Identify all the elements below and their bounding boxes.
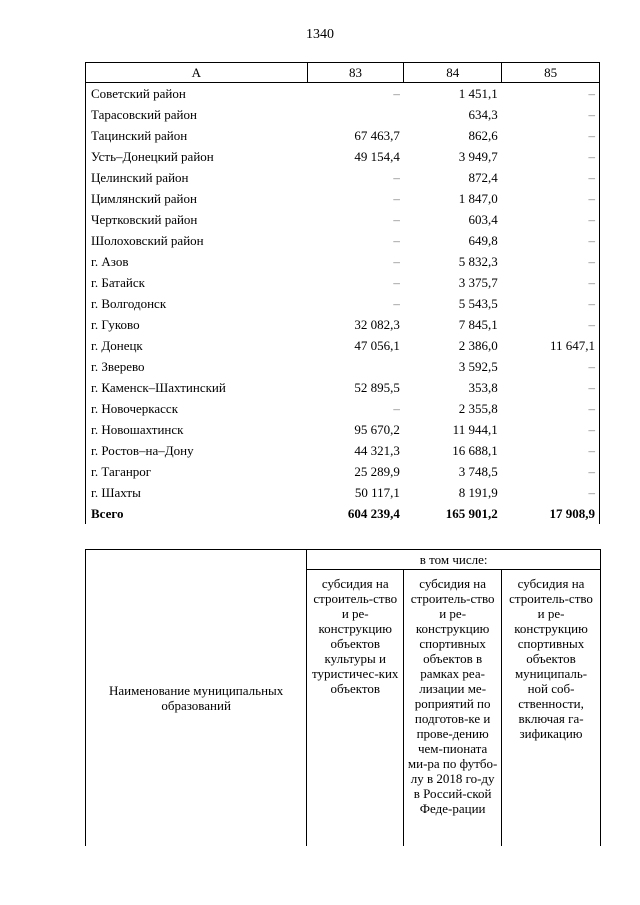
row-value-84: 2 386,0 <box>458 337 498 353</box>
row-value-83: 47 056,1 <box>354 337 400 353</box>
row-name: Цимлянский район <box>86 188 308 209</box>
header-table <box>85 549 601 846</box>
row-value-83: – <box>393 232 400 248</box>
row-value-84: 3 375,7 <box>458 274 498 290</box>
including-header: в том числе: <box>307 550 601 570</box>
row-name: г. Новошахтинск <box>86 419 308 440</box>
table-row <box>86 125 600 146</box>
row-name: г. Зверево <box>86 356 308 377</box>
row-value-84: 7 845,1 <box>458 316 498 332</box>
table-row <box>86 146 600 167</box>
row-value-85: – <box>502 419 600 440</box>
row-value-83: 49 154,4 <box>354 148 400 164</box>
row-value-83 <box>307 104 404 125</box>
subsidy-sports-header: субсидия на строитель-ство и ре-конструкцию спортивных объектов муниципаль-ной соб-ственности, включая га-зификацию <box>502 570 601 847</box>
table-header-row <box>86 63 600 83</box>
row-value-83: – <box>393 85 400 101</box>
row-value-84: 1 451,1 <box>458 85 498 101</box>
row-value-84: 5 543,5 <box>458 295 498 311</box>
table-row <box>86 461 600 482</box>
row-value-83: 52 895,5 <box>354 379 400 395</box>
row-value-83: – <box>393 190 400 206</box>
table-row <box>86 356 600 377</box>
row-value-83: – <box>393 211 400 227</box>
row-name: Чертковский район <box>86 209 308 230</box>
header-col-85: 85 <box>502 63 600 83</box>
total-value-83: 604 239,4 <box>347 505 400 521</box>
row-name: Тацинский район <box>86 125 308 146</box>
subsidy-culture-header: субсидия на строитель-ство и ре-конструкцию объектов культуры и туристичес-ких объектов <box>307 570 404 847</box>
row-value-83: – <box>393 400 400 416</box>
row-name: г. Таганрог <box>86 461 308 482</box>
row-value-83: – <box>393 253 400 269</box>
row-value-85: – <box>502 398 600 419</box>
municipal-name-header: Наименование муниципальных образований <box>86 550 307 847</box>
table-row <box>86 83 600 105</box>
row-value-83: 44 321,3 <box>354 442 400 458</box>
total-label: Всего <box>86 503 308 524</box>
row-value-84: 8 191,9 <box>458 484 498 500</box>
row-value-84: 872,4 <box>468 169 498 185</box>
table-row <box>86 251 600 272</box>
row-name: Советский район <box>86 83 308 105</box>
row-value-85: – <box>502 461 600 482</box>
row-name: Шолоховский район <box>86 230 308 251</box>
row-value-83: 25 289,9 <box>354 463 400 479</box>
row-name: г. Ростов–на–Дону <box>86 440 308 461</box>
row-value-85: – <box>502 272 600 293</box>
row-value-83: 32 082,3 <box>354 316 400 332</box>
row-value-85: – <box>502 314 600 335</box>
table-row <box>86 440 600 461</box>
row-value-84: 11 944,1 <box>452 421 498 437</box>
row-name: Усть–Донецкий район <box>86 146 308 167</box>
row-value-83: 95 670,2 <box>354 421 400 437</box>
row-value-85: – <box>502 167 600 188</box>
row-value-83: – <box>393 295 400 311</box>
row-name: г. Шахты <box>86 482 308 503</box>
row-name: Целинский район <box>86 167 308 188</box>
row-value-85: – <box>502 377 600 398</box>
header-col-84: 84 <box>404 63 502 83</box>
row-value-84: 1 847,0 <box>458 190 498 206</box>
table-row <box>86 272 600 293</box>
row-name: Тарасовский район <box>86 104 308 125</box>
row-value-83 <box>307 356 404 377</box>
table-row <box>86 230 600 251</box>
row-value-85: – <box>502 356 600 377</box>
row-name: г. Батайск <box>86 272 308 293</box>
row-value-84: 5 832,3 <box>458 253 498 269</box>
row-value-85: – <box>502 230 600 251</box>
table-row <box>86 293 600 314</box>
total-row <box>86 503 600 524</box>
row-name: г. Донецк <box>86 335 308 356</box>
row-name: г. Волгодонск <box>86 293 308 314</box>
row-value-84: 862,6 <box>468 127 498 143</box>
row-value-84: 634,3 <box>468 106 498 122</box>
table-row <box>86 314 600 335</box>
row-value-85: – <box>502 104 600 125</box>
row-value-85: – <box>502 440 600 461</box>
row-value-85: – <box>502 146 600 167</box>
row-value-84: 3 949,7 <box>458 148 498 164</box>
row-value-83: – <box>393 274 400 290</box>
row-value-84: 353,8 <box>468 379 498 395</box>
data-table <box>85 62 600 524</box>
total-value-84: 165 901,2 <box>445 505 498 521</box>
row-value-84: 3 748,5 <box>458 463 498 479</box>
table-row <box>86 398 600 419</box>
table-row <box>86 167 600 188</box>
row-value-85: – <box>502 125 600 146</box>
subsidy-worldcup-header: субсидия на строитель-ство и ре-конструкцию спортивных объектов в рамках реа-лизации ме-роприятий по подготов-ке и прове-дению чем-пионата ми-ра по футбо-лу в 2018 го-ду в Россий-ской Феде-рации <box>404 570 502 847</box>
total-value-85: 17 908,9 <box>502 503 600 524</box>
row-value-84: 603,4 <box>468 211 498 227</box>
row-value-84: 3 592,5 <box>458 358 498 374</box>
table-row <box>86 419 600 440</box>
table-row <box>86 209 600 230</box>
row-name: г. Каменск–Шахтинский <box>86 377 308 398</box>
row-name: г. Гуково <box>86 314 308 335</box>
header-col-a: А <box>86 63 308 83</box>
row-value-85: – <box>502 293 600 314</box>
table-row <box>86 104 600 125</box>
table-row <box>86 335 600 356</box>
row-value-83: 67 463,7 <box>354 127 400 143</box>
page-number: 1340 <box>306 27 334 42</box>
row-value-85: – <box>502 188 600 209</box>
row-value-84: 16 688,1 <box>452 442 498 458</box>
table-row <box>86 482 600 503</box>
row-value-84: 649,8 <box>468 232 498 248</box>
row-value-83: 50 117,1 <box>354 484 400 500</box>
row-value-85: 11 647,1 <box>502 335 600 356</box>
table-row <box>86 188 600 209</box>
row-value-83: – <box>393 169 400 185</box>
row-value-85: – <box>502 83 600 105</box>
row-value-85: – <box>502 209 600 230</box>
table-row <box>86 377 600 398</box>
row-value-85: – <box>502 482 600 503</box>
row-name: г. Новочеркасск <box>86 398 308 419</box>
row-name: г. Азов <box>86 251 308 272</box>
row-value-84: 2 355,8 <box>458 400 498 416</box>
row-value-85: – <box>502 251 600 272</box>
header-col-83: 83 <box>307 63 404 83</box>
